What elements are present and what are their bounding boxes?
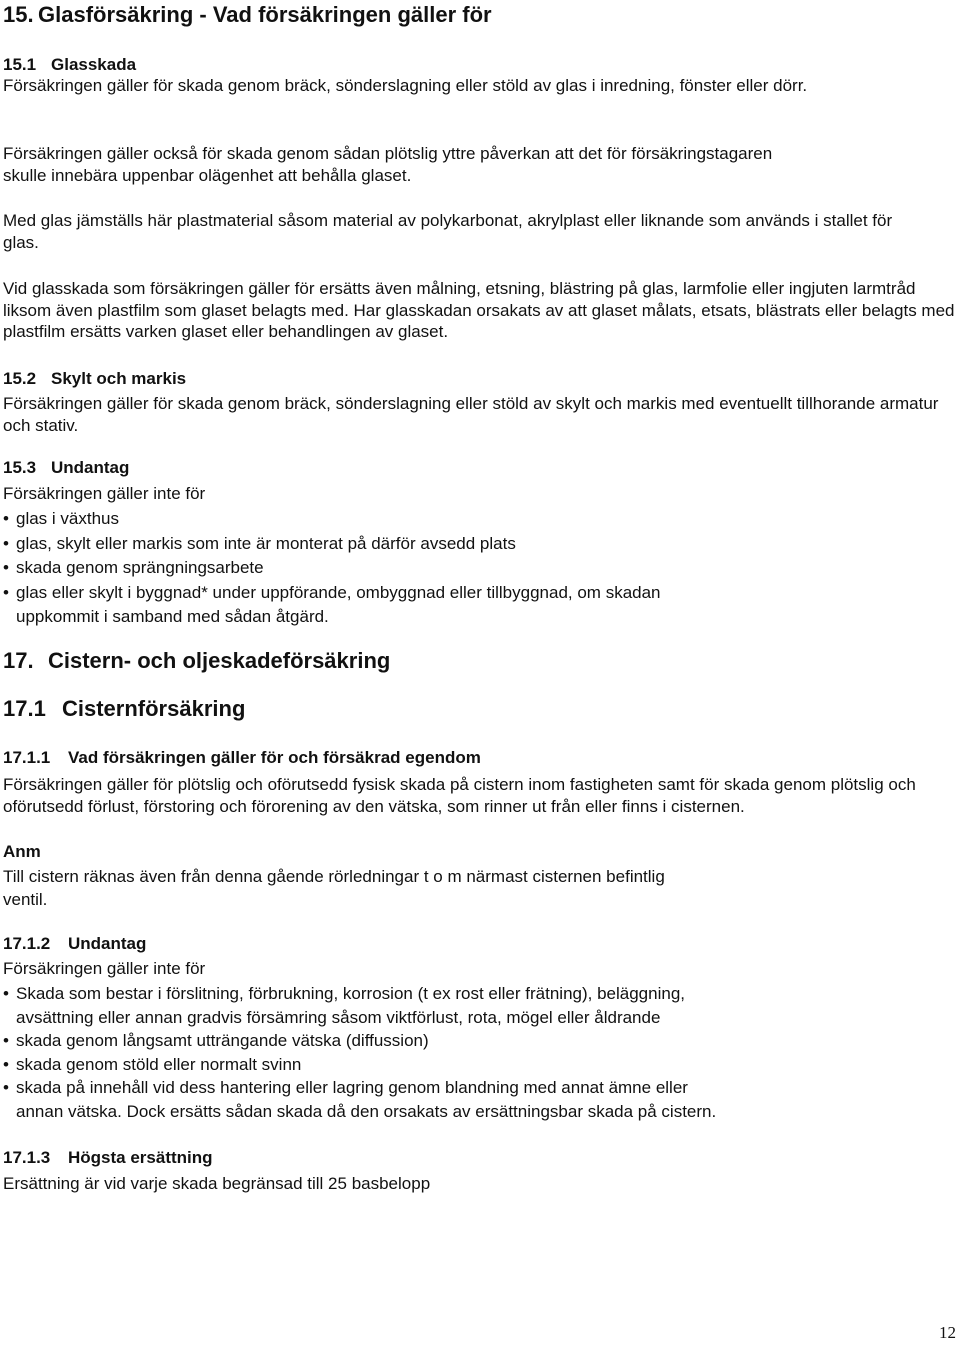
list-item-continuation: annan vätska. Dock ersätts sådan skada då den orsakats av ersättningsbar skada på cistern. bbox=[16, 1101, 717, 1121]
paragraph-17-1-1: Försäkringen gäller för plötslig och oförutsedd fysisk skada på cistern inom fastigheten samt för skada genom plötslig och oförutsedd förlust, förstoring och förorening av den vätska, som rinner ut från eller finns i cisternen. bbox=[3, 775, 916, 816]
heading-15-1: 15.1 Glasskada bbox=[3, 55, 137, 74]
list-item: • glas eller skylt i byggnad* under uppförande, ombyggnad eller tillbyggnad, om skadan bbox=[3, 581, 957, 606]
paragraph-17-1-3: Ersättning är vid varje skada begränsad till 25 basbelopp bbox=[3, 1174, 431, 1193]
paragraph-15-2-1: Försäkringen gäller för skada genom bräck, sönderslagning eller stöld av skylt och markis med eventuellt tillhorande armatur och stativ. bbox=[3, 394, 939, 435]
paragraph-15-1-3: Med glas jämställs här plastmaterial såsom material av polykarbonat, akrylplast eller liknande som används i stallet för glas. bbox=[3, 211, 893, 252]
list-item: • skada genom stöld eller normalt svinn bbox=[3, 1053, 957, 1077]
list-item: • skada på innehåll vid dess hantering eller lagring genom blandning med annat ämne eller bbox=[3, 1076, 957, 1100]
heading-15-2: 15.2 Skylt och markis bbox=[3, 369, 187, 388]
bullet-icon: • bbox=[3, 1031, 9, 1050]
heading-17-1-2: 17.1.2 Undantag bbox=[3, 934, 147, 953]
bullet-icon: • bbox=[3, 533, 9, 553]
heading-17-1-3: 17.1.3 Högsta ersättning bbox=[3, 1148, 213, 1167]
list-item: • skada genom sprängningsarbete bbox=[3, 556, 957, 581]
paragraph-15-1-2: Försäkringen gäller också för skada genom sådan plötslig yttre påverkan att det för försäkringstagaren skulle innebära uppenbar olägenhet att behålla glaset. bbox=[3, 144, 773, 185]
bullet-icon: • bbox=[3, 509, 9, 528]
bullet-icon: • bbox=[3, 558, 9, 577]
page-number: 12 bbox=[939, 1323, 956, 1342]
list-item: • Skada som bestar i förslitning, förbrukning, korrosion (t ex rost eller frätning), beläggning, bbox=[3, 982, 957, 1006]
bullet-icon: • bbox=[3, 1078, 9, 1097]
list-item: • glas, skylt eller markis som inte är monterat på därför avsedd plats bbox=[3, 532, 957, 557]
paragraph-15-1-1: Försäkringen gäller för skada genom bräck, sönderslagning eller stöld av glas i inredning, fönster eller dörr. bbox=[3, 76, 808, 95]
heading-17-1: 17.1 Cisternförsäkring bbox=[3, 696, 246, 721]
heading-15: 15. Glasförsäkring - Vad försäkringen gäller för bbox=[3, 2, 492, 27]
anm-line-2: ventil. bbox=[3, 890, 48, 909]
bullet-icon: • bbox=[3, 1054, 9, 1074]
list-item: • skada genom långsamt utträngande vätska (diffussion) bbox=[3, 1029, 957, 1053]
paragraph-15-1-4: Vid glasskada som försäkringen gäller för ersätts även målning, etsning, blästring på glas, larmfolie eller ingjuten larmtråd liksom även plastfilm som glaset belagts med. Har glasskadan orsakats av att glaset målats, etsats, blästrats eller belagts med plastfilm ersätts varken glaset eller behandlingen av glaset. bbox=[3, 279, 955, 341]
heading-17-1-1: 17.1.1 Vad försäkringen gäller för och försäkrad egendom bbox=[3, 748, 481, 767]
list-item: • glas i växthus bbox=[3, 507, 957, 532]
bullet-icon: • bbox=[3, 984, 9, 1003]
heading-17: 17. Cistern- och oljeskadeförsäkring bbox=[3, 648, 391, 673]
list-item-continuation: uppkommit i samband med sådan åtgärd. bbox=[16, 607, 329, 626]
anm-label: Anm bbox=[3, 842, 41, 861]
heading-15-3: 15.3 Undantag bbox=[3, 458, 130, 477]
exclusion-list-17-1-2 bbox=[3, 982, 957, 1123]
list-item-continuation: avsättning eller annan gradvis försämring såsom viktförlust, rota, mögel eller åldrande bbox=[16, 1007, 661, 1027]
exclusion-list-15-3 bbox=[3, 507, 957, 630]
anm-line-1: Till cistern räknas även från denna gående rörledningar t o m närmast cisternen befintlig bbox=[3, 867, 665, 886]
exclusions-intro-15-3: Försäkringen gäller inte för bbox=[3, 484, 206, 503]
bullet-icon: • bbox=[3, 582, 9, 602]
exclusions-intro-17-1-2: Försäkringen gäller inte för bbox=[3, 959, 206, 978]
